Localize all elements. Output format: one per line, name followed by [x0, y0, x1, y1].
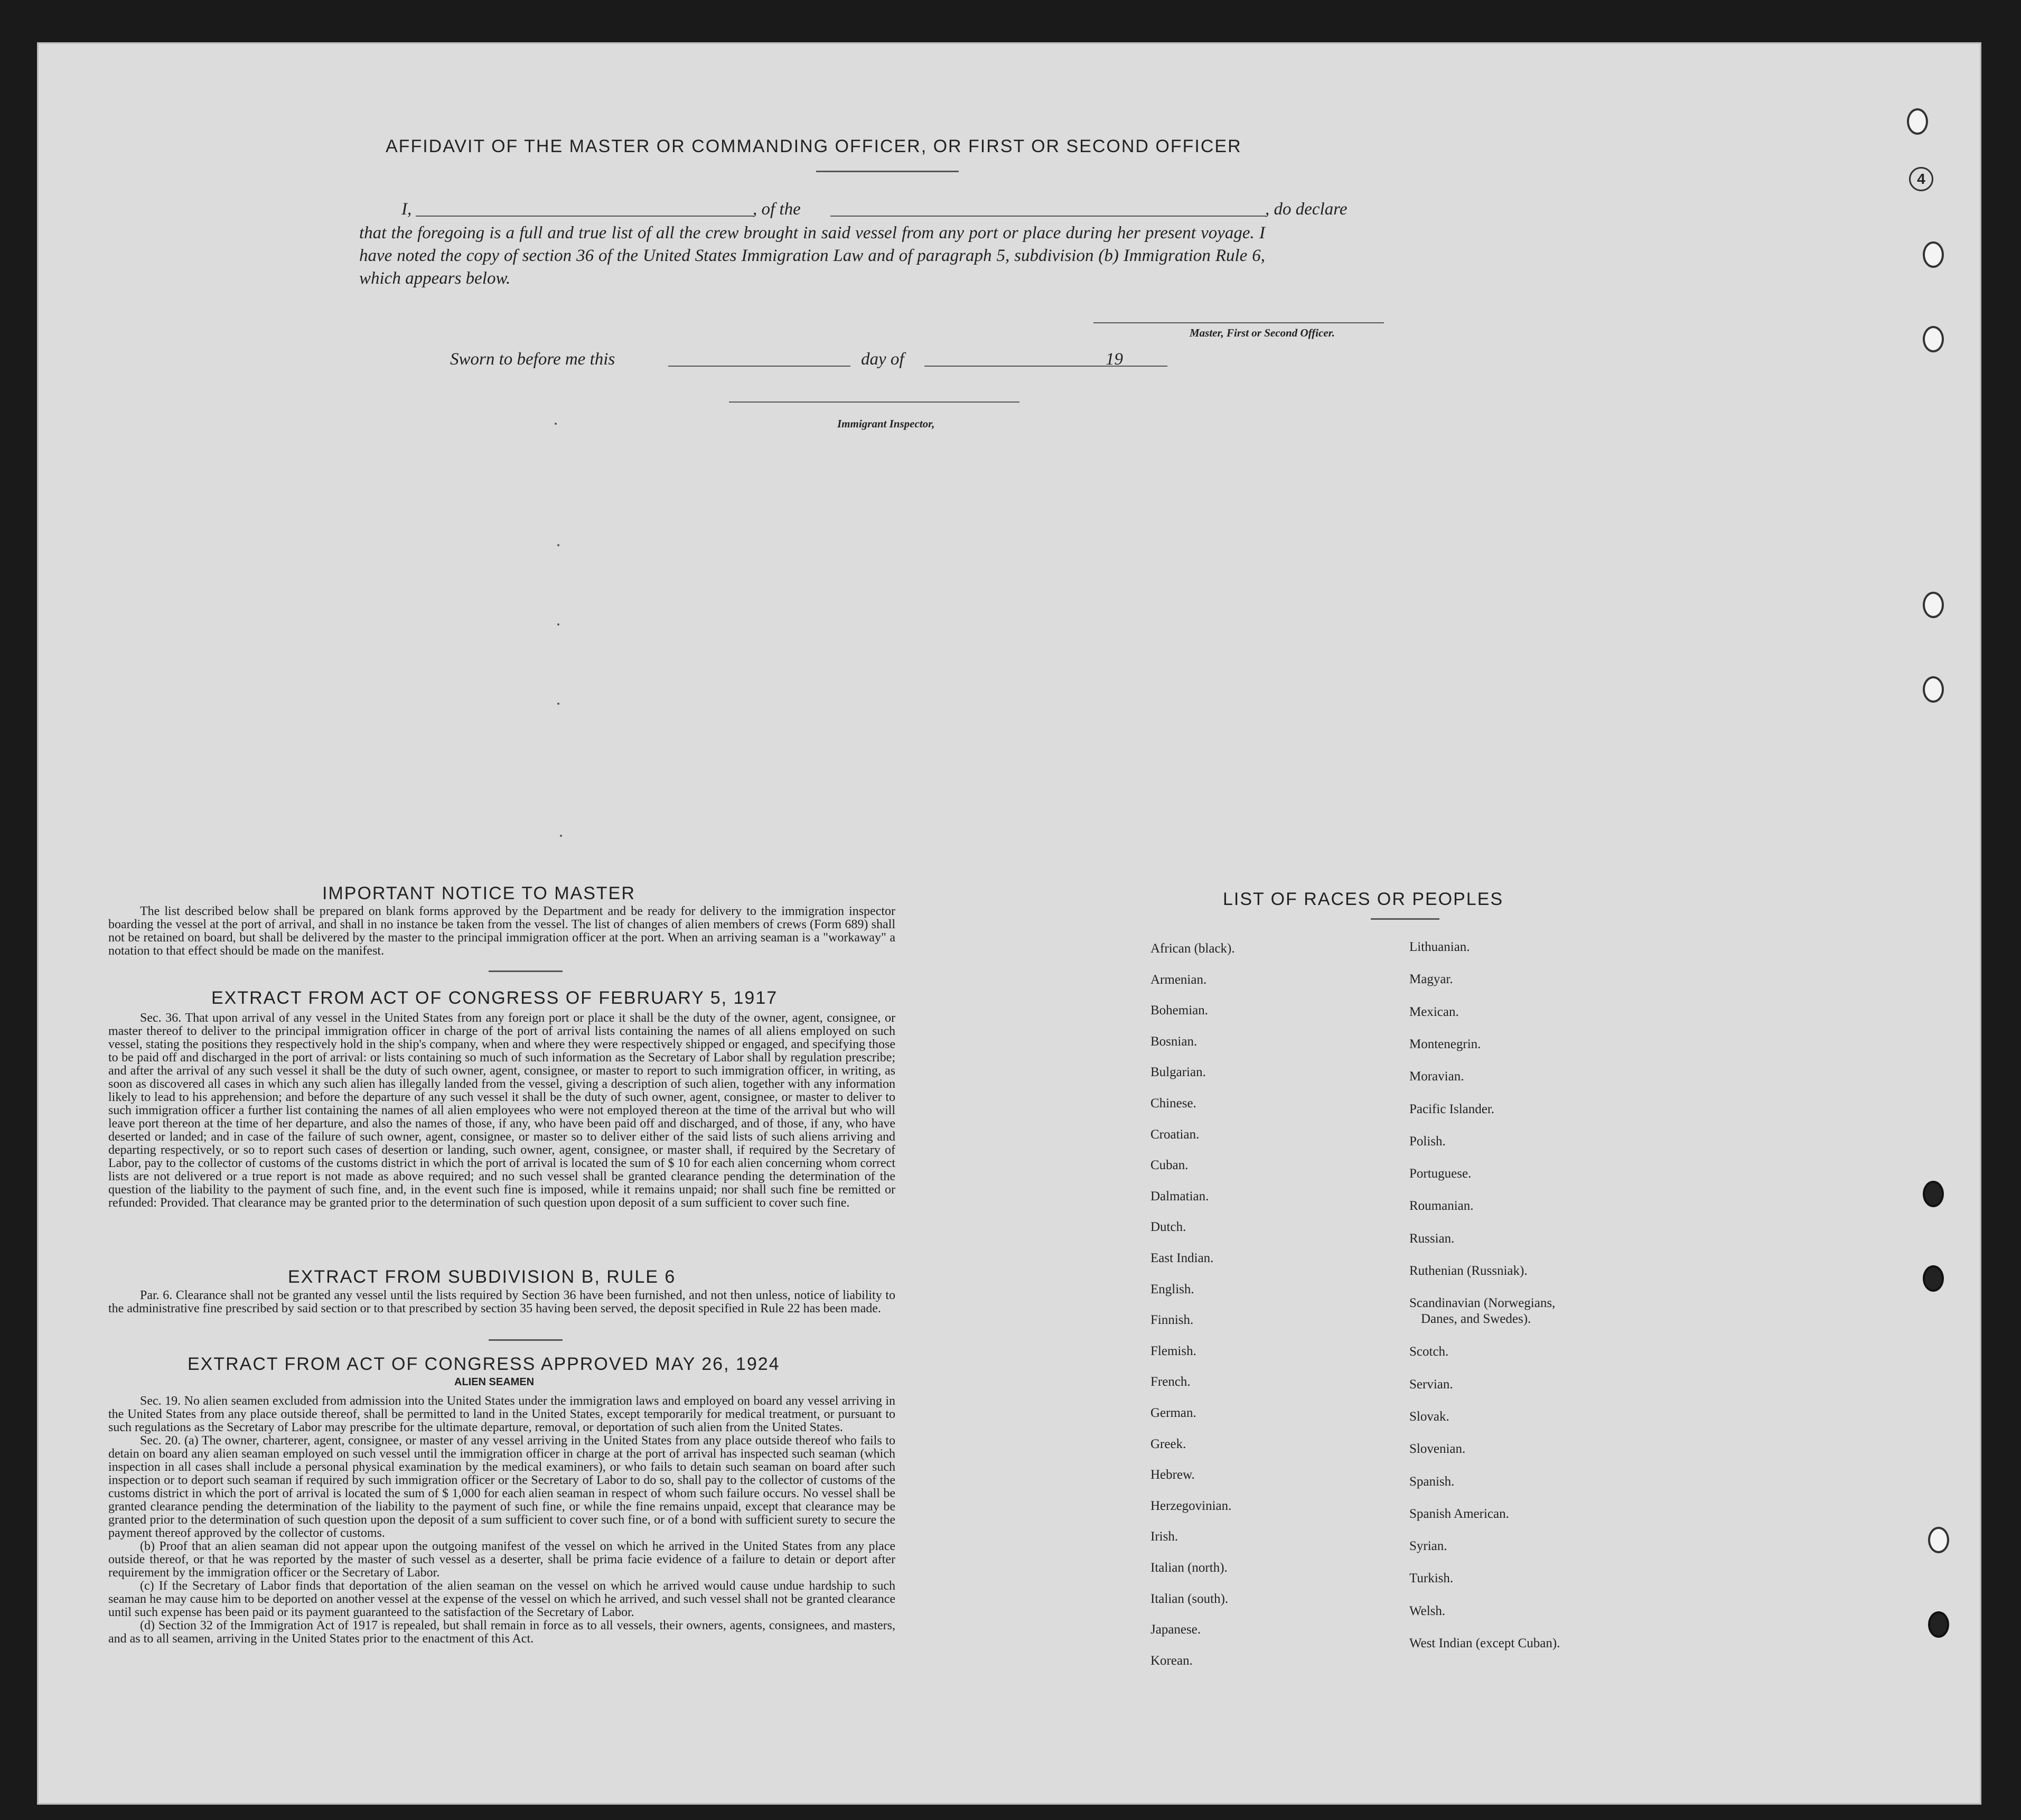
binder-hole	[1923, 1181, 1944, 1207]
affidavit-title: AFFIDAVIT OF THE MASTER OR COMMANDING OFFICER, OR FIRST OR SECOND OFFICER	[386, 136, 1242, 156]
race-item-right: Russian.	[1409, 1231, 1455, 1246]
day-of-label: day of	[861, 350, 904, 369]
binder-hole	[1923, 676, 1944, 703]
race-item-right: Servian.	[1409, 1377, 1453, 1392]
vessel-line	[830, 216, 1266, 217]
race-item-right: Welsh.	[1409, 1603, 1446, 1618]
race-item-right: Montenegrin.	[1409, 1037, 1481, 1051]
race-item-right: Scandinavian (Norwegians,	[1409, 1296, 1556, 1311]
stray-mark	[557, 544, 559, 546]
binder-hole	[1923, 1265, 1944, 1292]
race-item-left: Italian (south).	[1150, 1591, 1229, 1606]
rule6-body	[108, 1289, 895, 1315]
race-item-left: Dutch.	[1150, 1220, 1186, 1235]
inspector-signature-line	[729, 402, 1019, 403]
extract-1924-sec20d: (d) Section 32 of the Immigration Act of 1917 is repealed, but shall remain in force as to all vessels, their owners, agents, consignees, and masters, and as to all seamen, arriving in the United States prior to the enactment of this Act.	[108, 1619, 895, 1646]
stray-mark	[557, 703, 559, 705]
race-item-right: Ruthenian (Russniak).	[1409, 1264, 1528, 1278]
race-item-right: Spanish.	[1409, 1474, 1455, 1489]
inspector-caption: Immigrant Inspector,	[837, 417, 935, 430]
notice-text: The list described below shall be prepared on blank forms approved by the Department and be ready for delivery to the immigration inspector boarding the vessel at the port of arrival, and shall in no instance be taken from the vessel. The list of changes of alien members of crews (Form 689) shall not be retained on board, but shall be delivered by the master to the principal immigration officer at the port. When an arriving seaman is a "workaway" a notation to that effect should be made on the manifest.	[108, 904, 895, 958]
race-item-left: Hebrew.	[1150, 1468, 1195, 1482]
race-item-left: Bulgarian.	[1150, 1065, 1206, 1080]
race-item-right: Syrian.	[1409, 1539, 1447, 1554]
race-item-left: African (black).	[1150, 941, 1235, 956]
race-item-right: West Indian (except Cuban).	[1409, 1636, 1560, 1650]
notice-body	[108, 905, 895, 958]
race-item-left: Greek.	[1150, 1436, 1186, 1451]
rule6-text: Par. 6. Clearance shall not be granted any vessel until the lists required by Section 36 have been furnished, and not then unless, notice of liability to the administrative fine prescribed by said section or to that prescribed by section 35 having been served, the deposit specified in Rule 22 has been made.	[108, 1289, 895, 1315]
extract-1917-body	[108, 1012, 895, 1210]
extract-1924-sec20b: (b) Proof that an alien seaman did not appear upon the outgoing manifest of the vessel on which he arrived in the United States from any place outside thereof, or that he was reported by the master of such vessel as a deserter, shall be prima facie evidence of a failure to detain or deport after requirement by the immigration officer or the Secretary of Labor.	[108, 1539, 895, 1580]
affidavit-i-label: I,	[401, 200, 412, 219]
race-item-left: Finnish.	[1150, 1313, 1194, 1328]
binder-hole	[1923, 241, 1944, 268]
race-item-left: Korean.	[1150, 1653, 1193, 1668]
extract-1924-sec19: Sec. 19. No alien seamen excluded from admission into the United States under the immigration laws and employed on board any vessel arriving in the United States from any place outside thereof, shall be permitted to land in the United States, except temporarily for medical treatment, or pursuant to such regulations as the Secretary of Labor may prescribe for the ultimate departure, removal, or deportation of such alien from the United States.	[108, 1394, 895, 1434]
extract-1924-sec20a: Sec. 20. (a) The owner, charterer, agent, consignee, or master of any vessel arriving in the United States from any place outside thereof who fails to detain on board any alien seaman employed on such vessel until the immigration officer in charge at the port of arrival has inspected such seaman (which inspection in all cases shall include a personal physical examination by the medical examiners), or who fails to detain such seaman on board after such inspection or to deport such seaman if required by such immigration officer or the Secretary of Labor to do so, shall pay to the collector of customs of the customs district in which the port of arrival is located the sum of $ 1,000 for each alien seaman in respect of whom such failure occurs. No vessel shall be granted clearance pending the determination of the liability to the payment of such fine, or while the fine remains unpaid, except that clearance may be granted prior to the determination of such question upon the deposit of a sum sufficient to cover such fine, or of a bond with sufficient surety to secure the payment thereof approved by the collector of customs.	[108, 1434, 895, 1540]
affidavit-do-declare: , do declare	[1265, 200, 1348, 219]
notice-rule	[489, 970, 563, 972]
binder-hole	[1923, 592, 1944, 618]
page-number: 4	[1909, 167, 1933, 191]
extract-1917-title: EXTRACT FROM ACT OF CONGRESS OF FEBRUARY 5, 1917	[211, 988, 778, 1008]
extract-1924-sec20c: (c) If the Secretary of Labor finds that deportation of the alien seaman on the vessel on which he arrived would cause undue hardship to such seaman he may cause him to be deported on another vessel at the expense of the vessel on which he arrived, and such vessel shall not be granted clearance until such expense has been paid or its payment guaranteed to the satisfaction of the Secretary of Labor.	[108, 1579, 895, 1619]
race-item-left: Dalmatian.	[1150, 1189, 1209, 1203]
binder-hole	[1928, 1611, 1949, 1638]
race-item-right: Polish.	[1409, 1134, 1446, 1149]
affidavit-title-rule	[816, 171, 959, 172]
races-rule	[1371, 918, 1439, 920]
year-line	[1125, 366, 1167, 367]
rule6-title: EXTRACT FROM SUBDIVISION B, RULE 6	[288, 1267, 676, 1287]
sworn-label: Sworn to before me this	[450, 350, 615, 369]
race-item-left: Flemish.	[1150, 1343, 1196, 1358]
race-item-right: Slovak.	[1409, 1409, 1449, 1424]
stray-mark	[555, 423, 557, 425]
race-item-right: Portuguese.	[1409, 1166, 1472, 1181]
binder-hole	[1923, 326, 1944, 352]
binder-hole	[1907, 108, 1928, 135]
extract-1917-text: Sec. 36. That upon arrival of any vessel in the United States from any foreign port or place it shall be the duty of the owner, agent, consignee, or master thereof to deliver to the principal immigration officer in charge of the port of arrival lists containing the names of all aliens employed on such vessel, stating the positions they respectively hold in the ship's company, when and where they were respectively shipped or engaged, and specifying those to be paid off and discharged in the port of arrival: or lists containing so much of such information as the Secretary of Labor shall by regulation prescribe; and after the arrival of any such vessel it shall be the duty of such owner, agent, consignee, or master to report to such immigration officer, in writing, as soon as discovered all cases in which any such alien has illegally landed from the vessel, giving a description of such alien, together with any information likely to lead to his apprehension; and before the departure of any such vessel it shall be the duty of such owner, agent, consignee, or master to deliver to such immigration officer a further list containing the names of all alien employees who were not employed thereon at the time of the arrival but who will leave port thereon at the time of her departure, and also the names of those, if any, who have been paid off and discharged, and of those, if any, who have deserted or landed; and in case of the failure of such owner, agent, consignee, or master so to deliver either of the said lists of such aliens arriving and departing respectively, or so to report such cases of desertion or landing, such owner, agent, consignee, or master shall, if required by the Secretary of Labor, pay to the collector of customs of the customs district in which the port of arrival is located the sum of $ 10 for each alien concerning whom correct lists are not delivered or a true report is not made as above required; and no such vessel shall be granted clearance pending the determination of the question of the liability to the payment of such fine, and, in the event such fine is imposed, while it remains unpaid; nor shall such fine be remitted or refunded: Provided. That clearance may be granted prior to the determination of such question upon deposit of a sum sufficient to cover such fine.	[108, 1011, 895, 1210]
year-label: 19	[1106, 350, 1123, 369]
notice-title: IMPORTANT NOTICE TO MASTER	[322, 883, 635, 903]
extract-1924-subtitle: ALIEN SEAMEN	[454, 1376, 535, 1388]
extract-1924-title: EXTRACT FROM ACT OF CONGRESS APPROVED MAY 26, 1924	[188, 1354, 780, 1374]
race-item-left: Croatian.	[1150, 1127, 1200, 1142]
binder-hole	[1928, 1527, 1949, 1553]
race-item-left: Bohemian.	[1150, 1003, 1209, 1018]
races-title: LIST OF RACES OR PEOPLES	[1223, 889, 1504, 909]
sworn-day-line	[668, 366, 850, 367]
race-item-left: East Indian.	[1150, 1251, 1214, 1265]
race-item-left: Japanese.	[1150, 1622, 1201, 1637]
stray-mark	[557, 623, 559, 626]
race-item-right: Roumanian.	[1409, 1199, 1474, 1214]
affidavit-of-the: , of the	[753, 200, 801, 219]
rule6-rule	[489, 1339, 563, 1341]
race-item-right: Slovenian.	[1409, 1442, 1466, 1457]
affidavit-body: that the foregoing is a full and true list of all the crew brought in said vessel from any port or place during her present voyage. I have noted the copy of section 36 of the United States Immigration Law and of paragraph 5, subdivision (b) Immigration Rule 6, which appears below.	[359, 223, 1265, 288]
race-item-left: English.	[1150, 1282, 1194, 1296]
race-item-right: Spanish American.	[1409, 1506, 1509, 1521]
race-item-right: Lithuanian.	[1409, 940, 1470, 954]
race-item-left: Italian (north).	[1150, 1561, 1228, 1575]
race-item-left: Cuban.	[1150, 1158, 1189, 1173]
race-item-right: Scotch.	[1409, 1345, 1449, 1359]
stray-mark	[560, 835, 562, 837]
race-item-right: Danes, and Swedes).	[1421, 1312, 1531, 1327]
race-item-left: French.	[1150, 1375, 1191, 1389]
race-item-left: Irish.	[1150, 1529, 1178, 1544]
race-item-left: Chinese.	[1150, 1096, 1196, 1110]
race-item-right: Magyar.	[1409, 972, 1453, 987]
extract-1924-body	[108, 1395, 895, 1646]
race-item-left: German.	[1150, 1406, 1196, 1420]
race-item-right: Pacific Islander.	[1409, 1102, 1495, 1116]
race-item-right: Moravian.	[1409, 1069, 1464, 1084]
name-line	[416, 216, 754, 217]
race-item-left: Bosnian.	[1150, 1034, 1197, 1049]
master-caption: Master, First or Second Officer.	[1190, 326, 1335, 339]
master-signature-line	[1093, 322, 1384, 323]
race-item-right: Turkish.	[1409, 1571, 1454, 1586]
race-item-left: Herzegovinian.	[1150, 1498, 1232, 1513]
race-item-right: Mexican.	[1409, 1004, 1459, 1019]
race-item-left: Armenian.	[1150, 972, 1207, 987]
